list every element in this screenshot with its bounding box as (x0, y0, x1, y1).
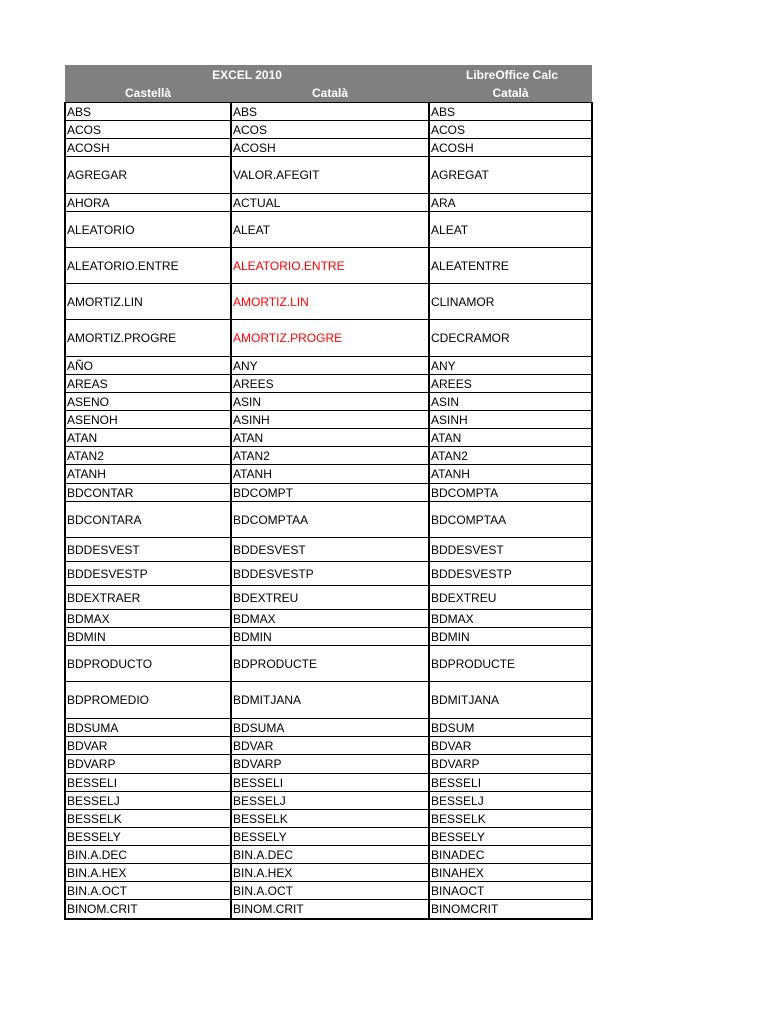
cell-catala-libre[interactable]: BESSELY (429, 828, 592, 846)
table-row (65, 900, 592, 919)
cell-catala-excel[interactable]: ASINH (231, 411, 429, 429)
table-row (65, 447, 592, 465)
cell-castella[interactable]: ACOS (65, 121, 231, 139)
table-row (65, 248, 592, 284)
cell-catala-excel[interactable]: BDPRODUCTE (231, 646, 429, 682)
cell-castella[interactable]: BIN.A.HEX (65, 864, 231, 882)
cell-catala-libre[interactable]: BDSUM (429, 719, 592, 737)
cell-catala-excel[interactable]: BIN.A.OCT (231, 882, 429, 900)
table-row (65, 212, 592, 248)
cell-castella[interactable]: BDVAR (65, 737, 231, 755)
table-body (65, 103, 592, 919)
table-row (65, 375, 592, 393)
cell-castella[interactable]: ATAN (65, 429, 231, 447)
table-row (65, 393, 592, 411)
cell-catala-excel[interactable]: BESSELY (231, 828, 429, 846)
cell-catala-libre[interactable]: BDPRODUCTE (429, 646, 592, 682)
cell-castella[interactable]: BDPROMEDIO (65, 682, 231, 719)
table-row (65, 411, 592, 429)
cell-castella[interactable]: BESSELI (65, 774, 231, 792)
table-row (65, 194, 592, 212)
cell-castella[interactable]: ALEATORIO.ENTRE (65, 248, 231, 284)
table-row (65, 792, 592, 810)
table-header (65, 65, 592, 103)
cell-catala-libre[interactable]: AREES (429, 375, 592, 393)
cell-castella[interactable]: ABS (65, 103, 231, 121)
column-header-castella: Castellà (65, 84, 231, 103)
table-row (65, 628, 592, 646)
cell-catala-libre[interactable]: BESSELI (429, 774, 592, 792)
cell-castella[interactable]: BDMAX (65, 610, 231, 628)
column-header-catala-libre: Català (429, 84, 592, 103)
cell-catala-excel[interactable]: AMORTIZ.PROGRE (231, 320, 429, 357)
cell-castella[interactable]: BDDESVEST (65, 538, 231, 562)
table-row (65, 484, 592, 502)
table-row (65, 755, 592, 774)
cell-castella[interactable]: BIN.A.OCT (65, 882, 231, 900)
cell-catala-libre[interactable]: ATAN2 (429, 447, 592, 465)
cell-catala-libre[interactable]: ABS (429, 103, 592, 121)
cell-catala-excel[interactable]: ATAN (231, 429, 429, 447)
cell-catala-libre[interactable]: ALEATENTRE (429, 248, 592, 284)
cell-catala-libre[interactable]: BDDESVESTP (429, 562, 592, 586)
cell-catala-excel[interactable]: ATAN2 (231, 447, 429, 465)
table-row (65, 284, 592, 320)
cell-catala-excel[interactable]: BIN.A.DEC (231, 846, 429, 864)
cell-catala-excel[interactable]: BDSUMA (231, 719, 429, 737)
cell-castella[interactable]: ATANH (65, 465, 231, 484)
table-row (65, 103, 592, 121)
cell-castella[interactable]: ATAN2 (65, 447, 231, 465)
cell-castella[interactable]: BDCONTARA (65, 502, 231, 538)
cell-catala-excel[interactable]: ANY (231, 357, 429, 375)
cell-catala-libre[interactable]: ACOS (429, 121, 592, 139)
cell-castella[interactable]: BDEXTRAER (65, 586, 231, 610)
table-row (65, 586, 592, 610)
cell-catala-libre[interactable]: ASINH (429, 411, 592, 429)
cell-castella[interactable]: ASENOH (65, 411, 231, 429)
cell-castella[interactable]: BDSUMA (65, 719, 231, 737)
function-table-sheet (64, 65, 591, 920)
cell-catala-libre[interactable]: ANY (429, 357, 592, 375)
cell-catala-libre[interactable]: BINAOCT (429, 882, 592, 900)
table-row (65, 864, 592, 882)
table-row (65, 139, 592, 157)
table-row (65, 882, 592, 900)
cell-catala-libre[interactable]: ASIN (429, 393, 592, 411)
cell-catala-excel[interactable]: BDVARP (231, 755, 429, 774)
cell-catala-excel[interactable]: BESSELI (231, 774, 429, 792)
table-row (65, 828, 592, 846)
cell-castella[interactable]: AÑO (65, 357, 231, 375)
cell-catala-excel[interactable]: BINOM.CRIT (231, 900, 429, 919)
cell-castella[interactable]: BESSELJ (65, 792, 231, 810)
cell-catala-excel[interactable]: ACTUAL (231, 194, 429, 212)
table-row (65, 429, 592, 447)
cell-catala-excel[interactable]: BIN.A.HEX (231, 864, 429, 882)
cell-castella[interactable]: BDDESVESTP (65, 562, 231, 586)
table-row (65, 682, 592, 719)
libreoffice-title: LibreOffice Calc (429, 65, 592, 84)
table-row (65, 719, 592, 737)
cell-catala-libre[interactable]: BESSELJ (429, 792, 592, 810)
column-header-catala-excel: Català (231, 84, 429, 103)
table-row (65, 610, 592, 628)
cell-castella[interactable]: BDPRODUCTO (65, 646, 231, 682)
cell-castella[interactable]: AREAS (65, 375, 231, 393)
cell-catala-excel[interactable]: ALEATORIO.ENTRE (231, 248, 429, 284)
table-row (65, 562, 592, 586)
table-row (65, 774, 592, 792)
table-row (65, 465, 592, 484)
cell-catala-libre[interactable]: BDDESVEST (429, 538, 592, 562)
table-row (65, 538, 592, 562)
cell-castella[interactable]: BESSELK (65, 810, 231, 828)
cell-catala-libre[interactable]: CLINAMOR (429, 284, 592, 320)
cell-catala-libre[interactable]: CDECRAMOR (429, 320, 592, 357)
function-translation-table (64, 65, 593, 920)
cell-castella[interactable]: BDCONTAR (65, 484, 231, 502)
table-row (65, 357, 592, 375)
cell-catala-excel[interactable]: ABS (231, 103, 429, 121)
table-row (65, 157, 592, 194)
table-row (65, 737, 592, 755)
excel-title: EXCEL 2010 (65, 65, 429, 84)
table-row (65, 846, 592, 864)
cell-catala-excel[interactable]: BDMIN (231, 628, 429, 646)
table-row (65, 502, 592, 538)
cell-castella[interactable]: BDVARP (65, 755, 231, 774)
cell-castella[interactable]: BESSELY (65, 828, 231, 846)
table-row (65, 121, 592, 139)
cell-castella[interactable]: ASENO (65, 393, 231, 411)
cell-catala-libre[interactable]: BINAHEX (429, 864, 592, 882)
cell-catala-libre[interactable]: ACOSH (429, 139, 592, 157)
cell-castella[interactable]: BDMIN (65, 628, 231, 646)
cell-catala-excel[interactable]: AMORTIZ.LIN (231, 284, 429, 320)
cell-catala-libre[interactable]: BDVAR (429, 737, 592, 755)
cell-catala-libre[interactable]: BDCOMPTAA (429, 502, 592, 538)
cell-castella[interactable]: AMORTIZ.LIN (65, 284, 231, 320)
table-row (65, 646, 592, 682)
cell-castella[interactable]: BINOM.CRIT (65, 900, 231, 919)
table-row (65, 810, 592, 828)
cell-catala-excel[interactable]: BDMAX (231, 610, 429, 628)
cell-castella[interactable]: AGREGAR (65, 157, 231, 194)
cell-catala-excel[interactable]: ALEAT (231, 212, 429, 248)
cell-catala-libre[interactable]: AGREGAT (429, 157, 592, 194)
cell-catala-excel[interactable]: ATANH (231, 465, 429, 484)
cell-catala-libre[interactable]: ARA (429, 194, 592, 212)
cell-castella[interactable]: ACOSH (65, 139, 231, 157)
cell-catala-excel[interactable]: BDCOMPT (231, 484, 429, 502)
cell-catala-libre[interactable]: BDMITJANA (429, 682, 592, 719)
cell-catala-libre[interactable]: ALEAT (429, 212, 592, 248)
cell-catala-excel[interactable]: VALOR.AFEGIT (231, 157, 429, 194)
cell-catala-libre[interactable]: BDVARP (429, 755, 592, 774)
cell-catala-excel[interactable]: ACOS (231, 121, 429, 139)
header-row-languages (65, 84, 592, 103)
cell-catala-excel[interactable]: BDMITJANA (231, 682, 429, 719)
cell-catala-libre[interactable]: BDMAX (429, 610, 592, 628)
header-row-products (65, 65, 592, 84)
cell-catala-libre[interactable]: BDCOMPTA (429, 484, 592, 502)
cell-catala-excel[interactable]: BDDESVESTP (231, 562, 429, 586)
cell-castella[interactable]: ALEATORIO (65, 212, 231, 248)
cell-catala-excel[interactable]: BESSELK (231, 810, 429, 828)
cell-castella[interactable]: AMORTIZ.PROGRE (65, 320, 231, 357)
cell-castella[interactable]: BIN.A.DEC (65, 846, 231, 864)
cell-catala-excel[interactable]: AREES (231, 375, 429, 393)
cell-catala-libre[interactable]: BDMIN (429, 628, 592, 646)
cell-catala-libre[interactable]: BINADEC (429, 846, 592, 864)
cell-catala-libre[interactable]: BESSELK (429, 810, 592, 828)
cell-castella[interactable]: AHORA (65, 194, 231, 212)
cell-catala-excel[interactable]: BDEXTREU (231, 586, 429, 610)
cell-catala-excel[interactable]: BDCOMPTAA (231, 502, 429, 538)
cell-catala-libre[interactable]: BINOMCRIT (429, 900, 592, 919)
cell-catala-libre[interactable]: BDEXTREU (429, 586, 592, 610)
cell-catala-excel[interactable]: BESSELJ (231, 792, 429, 810)
cell-catala-excel[interactable]: BDDESVEST (231, 538, 429, 562)
cell-catala-libre[interactable]: ATANH (429, 465, 592, 484)
cell-catala-excel[interactable]: ASIN (231, 393, 429, 411)
cell-catala-excel[interactable]: BDVAR (231, 737, 429, 755)
cell-catala-libre[interactable]: ATAN (429, 429, 592, 447)
cell-catala-excel[interactable]: ACOSH (231, 139, 429, 157)
table-row (65, 320, 592, 357)
